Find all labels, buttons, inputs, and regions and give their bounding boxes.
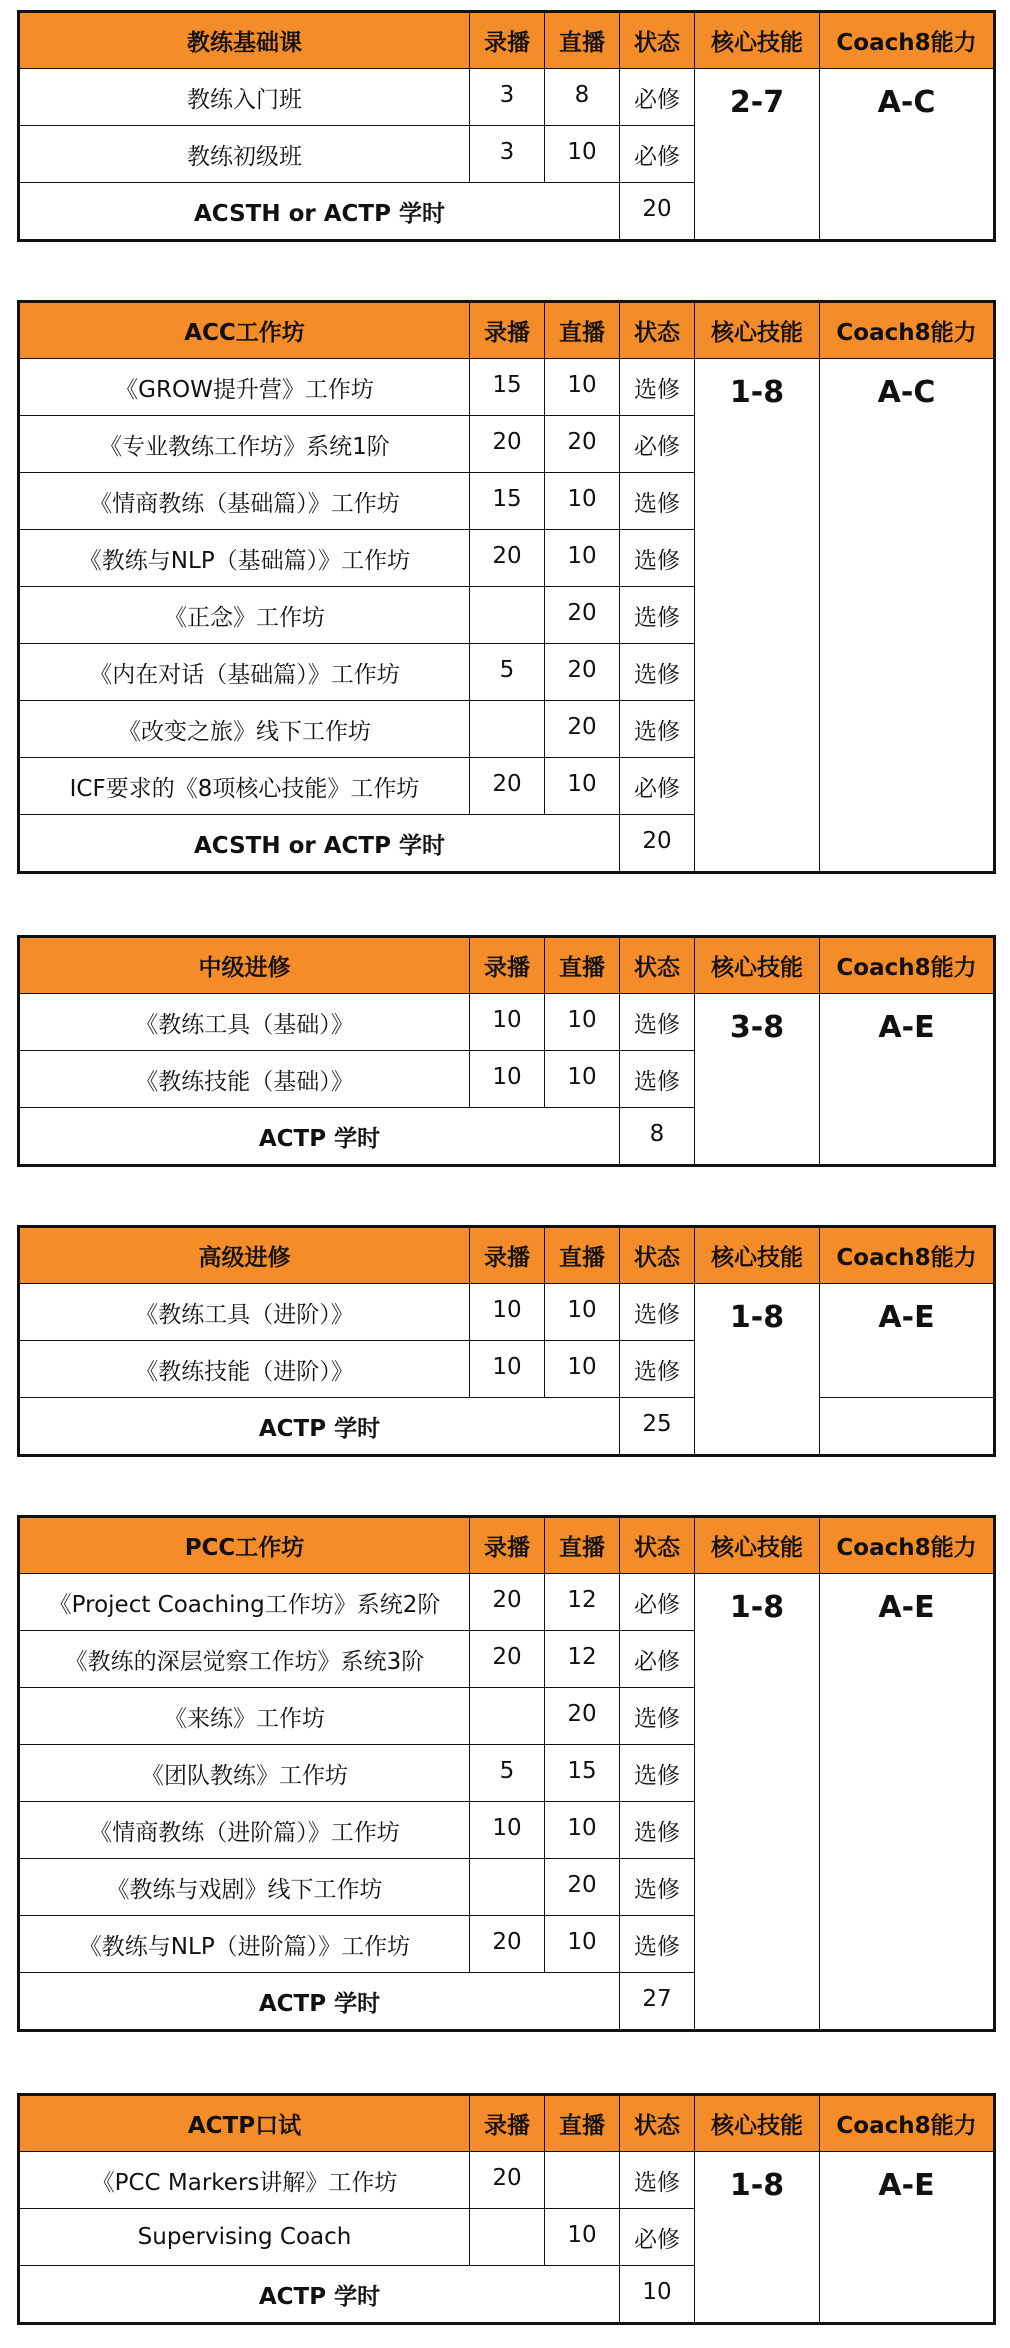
section-title: 中级进修 bbox=[19, 937, 470, 994]
hours-label: ACTP 学时 bbox=[19, 1973, 620, 2031]
live-hours: 10 bbox=[545, 1916, 620, 1973]
course-name: 《教练技能（进阶）》 bbox=[19, 1341, 470, 1398]
core-skills-value: 1-8 bbox=[695, 1574, 820, 2031]
hours-label: ACSTH or ACTP 学时 bbox=[19, 815, 620, 873]
hours-value: 20 bbox=[620, 183, 695, 241]
course-status: 选修 bbox=[620, 359, 695, 416]
header-coach8: Coach8能力 bbox=[820, 1517, 995, 1574]
hours-label: ACTP 学时 bbox=[19, 2266, 620, 2324]
hours-row bbox=[19, 1398, 995, 1456]
live-hours: 12 bbox=[545, 1631, 620, 1688]
header-recorded: 录播 bbox=[470, 12, 545, 69]
section-table bbox=[17, 2093, 996, 2325]
header-status: 状态 bbox=[620, 1227, 695, 1284]
recorded-hours bbox=[470, 1859, 545, 1916]
course-status: 选修 bbox=[620, 1859, 695, 1916]
live-hours: 10 bbox=[545, 1051, 620, 1108]
course-name: 《教练与NLP（进阶篇）》工作坊 bbox=[19, 1916, 470, 1973]
course-status: 选修 bbox=[620, 1688, 695, 1745]
course-status: 必修 bbox=[620, 2209, 695, 2266]
core-skills-value: 1-8 bbox=[695, 2152, 820, 2324]
course-status: 选修 bbox=[620, 644, 695, 701]
recorded-hours: 10 bbox=[470, 1341, 545, 1398]
empty-cell bbox=[820, 1398, 995, 1456]
course-status: 必修 bbox=[620, 416, 695, 473]
course-status: 选修 bbox=[620, 1341, 695, 1398]
header-core-skills: 核心技能 bbox=[695, 1517, 820, 1574]
course-name: 《团队教练》工作坊 bbox=[19, 1745, 470, 1802]
live-hours: 12 bbox=[545, 1574, 620, 1631]
course-status: 必修 bbox=[620, 1574, 695, 1631]
section-table bbox=[17, 1515, 996, 2032]
course-status: 选修 bbox=[620, 2152, 695, 2209]
live-hours: 10 bbox=[545, 473, 620, 530]
header-live: 直播 bbox=[545, 302, 620, 359]
course-status: 选修 bbox=[620, 994, 695, 1051]
header-recorded: 录播 bbox=[470, 1517, 545, 1574]
live-hours: 15 bbox=[545, 1745, 620, 1802]
live-hours: 10 bbox=[545, 1284, 620, 1341]
hours-label: ACTP 学时 bbox=[19, 1398, 620, 1456]
header-core-skills: 核心技能 bbox=[695, 937, 820, 994]
course-status: 选修 bbox=[620, 587, 695, 644]
recorded-hours: 20 bbox=[470, 1916, 545, 1973]
header-status: 状态 bbox=[620, 12, 695, 69]
section-header-row bbox=[19, 1517, 995, 1574]
live-hours: 10 bbox=[545, 126, 620, 183]
course-name: 《教练技能（基础）》 bbox=[19, 1051, 470, 1108]
course-name: 《情商教练（基础篇）》工作坊 bbox=[19, 473, 470, 530]
course-status: 选修 bbox=[620, 473, 695, 530]
header-live: 直播 bbox=[545, 937, 620, 994]
live-hours bbox=[545, 2152, 620, 2209]
course-name: 《专业教练工作坊》系统1阶 bbox=[19, 416, 470, 473]
recorded-hours: 5 bbox=[470, 644, 545, 701]
course-name: 教练初级班 bbox=[19, 126, 470, 183]
live-hours: 20 bbox=[545, 701, 620, 758]
section-title: ACTP口试 bbox=[19, 2095, 470, 2152]
hours-value: 27 bbox=[620, 1973, 695, 2031]
recorded-hours: 20 bbox=[470, 1574, 545, 1631]
live-hours: 20 bbox=[545, 587, 620, 644]
header-status: 状态 bbox=[620, 2095, 695, 2152]
recorded-hours bbox=[470, 2209, 545, 2266]
course-row bbox=[19, 994, 995, 1051]
hours-label: ACSTH or ACTP 学时 bbox=[19, 183, 620, 241]
course-name: 《教练工具（进阶）》 bbox=[19, 1284, 470, 1341]
course-name: 《PCC Markers讲解》工作坊 bbox=[19, 2152, 470, 2209]
course-status: 必修 bbox=[620, 1631, 695, 1688]
header-coach8: Coach8能力 bbox=[820, 1227, 995, 1284]
live-hours: 20 bbox=[545, 1688, 620, 1745]
coach8-value: A-C bbox=[820, 359, 995, 873]
recorded-hours: 3 bbox=[470, 126, 545, 183]
course-name: 《教练工具（基础）》 bbox=[19, 994, 470, 1051]
live-hours: 10 bbox=[545, 994, 620, 1051]
live-hours: 10 bbox=[545, 2209, 620, 2266]
core-skills-value: 1-8 bbox=[695, 1284, 820, 1456]
course-status: 选修 bbox=[620, 530, 695, 587]
course-name: 《Project Coaching工作坊》系统2阶 bbox=[19, 1574, 470, 1631]
hours-value: 25 bbox=[620, 1398, 695, 1456]
header-status: 状态 bbox=[620, 302, 695, 359]
course-name: 《正念》工作坊 bbox=[19, 587, 470, 644]
header-live: 直播 bbox=[545, 1517, 620, 1574]
hours-value: 20 bbox=[620, 815, 695, 873]
header-core-skills: 核心技能 bbox=[695, 2095, 820, 2152]
course-status: 必修 bbox=[620, 126, 695, 183]
section-title: 高级进修 bbox=[19, 1227, 470, 1284]
course-status: 选修 bbox=[620, 1802, 695, 1859]
section-header-row bbox=[19, 1227, 995, 1284]
recorded-hours: 15 bbox=[470, 359, 545, 416]
course-name: 《教练与NLP（基础篇）》工作坊 bbox=[19, 530, 470, 587]
recorded-hours: 3 bbox=[470, 69, 545, 126]
live-hours: 8 bbox=[545, 69, 620, 126]
core-skills-value: 3-8 bbox=[695, 994, 820, 1166]
coach8-value: A-E bbox=[820, 1574, 995, 2031]
hours-value: 10 bbox=[620, 2266, 695, 2324]
header-core-skills: 核心技能 bbox=[695, 1227, 820, 1284]
course-name: 《教练的深层觉察工作坊》系统3阶 bbox=[19, 1631, 470, 1688]
course-row bbox=[19, 1574, 995, 1631]
recorded-hours: 5 bbox=[470, 1745, 545, 1802]
recorded-hours: 20 bbox=[470, 758, 545, 815]
course-row bbox=[19, 359, 995, 416]
section-table bbox=[17, 300, 996, 874]
header-recorded: 录播 bbox=[470, 937, 545, 994]
header-coach8: Coach8能力 bbox=[820, 2095, 995, 2152]
coach8-value: A-C bbox=[820, 69, 995, 241]
section-table bbox=[17, 10, 996, 242]
course-name: 《改变之旅》线下工作坊 bbox=[19, 701, 470, 758]
course-row bbox=[19, 2152, 995, 2209]
live-hours: 10 bbox=[545, 1802, 620, 1859]
recorded-hours: 15 bbox=[470, 473, 545, 530]
header-status: 状态 bbox=[620, 937, 695, 994]
core-skills-value: 2-7 bbox=[695, 69, 820, 241]
header-live: 直播 bbox=[545, 12, 620, 69]
course-name: 教练入门班 bbox=[19, 69, 470, 126]
section-header-row bbox=[19, 2095, 995, 2152]
recorded-hours bbox=[470, 701, 545, 758]
header-core-skills: 核心技能 bbox=[695, 302, 820, 359]
live-hours: 20 bbox=[545, 1859, 620, 1916]
header-core-skills: 核心技能 bbox=[695, 12, 820, 69]
course-name: 《来练》工作坊 bbox=[19, 1688, 470, 1745]
header-recorded: 录播 bbox=[470, 2095, 545, 2152]
recorded-hours bbox=[470, 587, 545, 644]
live-hours: 10 bbox=[545, 530, 620, 587]
core-skills-value: 1-8 bbox=[695, 359, 820, 873]
recorded-hours: 20 bbox=[470, 2152, 545, 2209]
section-table bbox=[17, 1225, 996, 1457]
course-status: 选修 bbox=[620, 1284, 695, 1341]
header-recorded: 录播 bbox=[470, 1227, 545, 1284]
section-header-row bbox=[19, 12, 995, 69]
recorded-hours: 10 bbox=[470, 1284, 545, 1341]
course-status: 必修 bbox=[620, 758, 695, 815]
live-hours: 10 bbox=[545, 758, 620, 815]
header-coach8: Coach8能力 bbox=[820, 12, 995, 69]
recorded-hours bbox=[470, 1688, 545, 1745]
header-coach8: Coach8能力 bbox=[820, 302, 995, 359]
recorded-hours: 10 bbox=[470, 1802, 545, 1859]
course-status: 选修 bbox=[620, 1745, 695, 1802]
live-hours: 20 bbox=[545, 416, 620, 473]
course-name: 《GROW提升营》工作坊 bbox=[19, 359, 470, 416]
course-status: 必修 bbox=[620, 69, 695, 126]
recorded-hours: 10 bbox=[470, 1051, 545, 1108]
section-header-row bbox=[19, 302, 995, 359]
recorded-hours: 20 bbox=[470, 530, 545, 587]
header-live: 直播 bbox=[545, 2095, 620, 2152]
section-table bbox=[17, 935, 996, 1167]
course-name: 《教练与戏剧》线下工作坊 bbox=[19, 1859, 470, 1916]
header-coach8: Coach8能力 bbox=[820, 937, 995, 994]
live-hours: 10 bbox=[545, 1341, 620, 1398]
recorded-hours: 10 bbox=[470, 994, 545, 1051]
course-status: 选修 bbox=[620, 1051, 695, 1108]
header-live: 直播 bbox=[545, 1227, 620, 1284]
section-title: PCC工作坊 bbox=[19, 1517, 470, 1574]
course-row bbox=[19, 1284, 995, 1341]
section-title: ACC工作坊 bbox=[19, 302, 470, 359]
course-status: 选修 bbox=[620, 1916, 695, 1973]
course-name: 《内在对话（基础篇）》工作坊 bbox=[19, 644, 470, 701]
live-hours: 10 bbox=[545, 359, 620, 416]
recorded-hours: 20 bbox=[470, 1631, 545, 1688]
section-header-row bbox=[19, 937, 995, 994]
hours-value: 8 bbox=[620, 1108, 695, 1166]
header-recorded: 录播 bbox=[470, 302, 545, 359]
live-hours: 20 bbox=[545, 644, 620, 701]
course-name: ICF要求的《8项核心技能》工作坊 bbox=[19, 758, 470, 815]
course-row bbox=[19, 69, 995, 126]
coach8-value: A-E bbox=[820, 2152, 995, 2324]
recorded-hours: 20 bbox=[470, 416, 545, 473]
coach8-value: A-E bbox=[820, 994, 995, 1166]
section-title: 教练基础课 bbox=[19, 12, 470, 69]
course-name: Supervising Coach bbox=[19, 2209, 470, 2266]
hours-label: ACTP 学时 bbox=[19, 1108, 620, 1166]
coach8-value: A-E bbox=[820, 1284, 995, 1398]
header-status: 状态 bbox=[620, 1517, 695, 1574]
course-status: 选修 bbox=[620, 701, 695, 758]
course-name: 《情商教练（进阶篇）》工作坊 bbox=[19, 1802, 470, 1859]
